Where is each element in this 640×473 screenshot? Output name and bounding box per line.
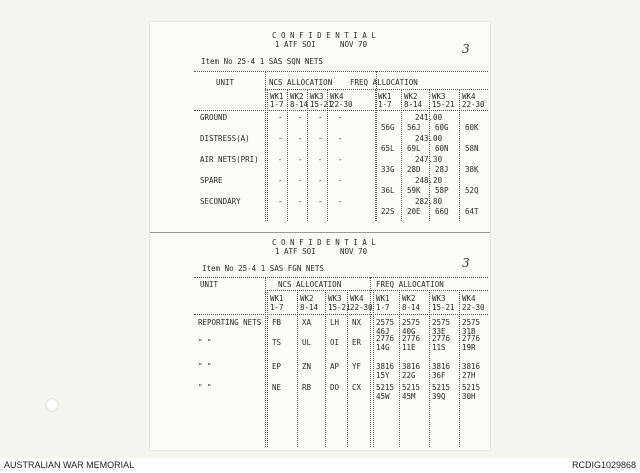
bottom-freq-week-4: WK4 xyxy=(462,294,476,303)
bottom-row-unit: " " xyxy=(198,362,212,371)
footer-bar xyxy=(0,458,640,473)
top-row-freq: 60G xyxy=(435,123,449,132)
bottom-page-mark: 3 xyxy=(462,256,470,270)
top-col-freq: FREQ ALLOCATION xyxy=(350,78,418,87)
bottom-row-freq: 2776 14G xyxy=(376,334,395,352)
top-row-ncs: - xyxy=(318,176,323,185)
top-row-freq: 60N xyxy=(435,144,449,153)
bottom-row-unit: " " xyxy=(198,383,212,392)
top-row-ncs: - xyxy=(318,197,323,206)
top-row-ncs: - xyxy=(338,134,343,143)
top-row-freq: 28D xyxy=(407,165,421,174)
top-ncs-week-3: WK3 xyxy=(310,92,324,101)
bottom-row-freq: 2575 33E xyxy=(432,318,451,336)
bottom-row-ncs: FB xyxy=(272,318,282,327)
bottom-ncs-days-4: 22-30 xyxy=(350,303,373,312)
bottom-subheading-right: NOV 70 xyxy=(340,247,368,256)
bottom-row-freq: 2575 46J xyxy=(376,318,395,336)
bottom-row-freq: 5215 39Q xyxy=(432,383,451,401)
bottom-row-ncs: TS xyxy=(272,338,282,347)
top-row-freq: 36L xyxy=(381,186,395,195)
top-row-unit: DISTRESS(A) xyxy=(200,134,250,143)
bottom-ncs-week-3: WK3 xyxy=(328,294,342,303)
bottom-row-ncs: YF xyxy=(352,362,362,371)
bottom-row-freq: 5215 30H xyxy=(462,383,481,401)
bottom-row-freq: 2776 11E xyxy=(402,334,421,352)
top-row-freq: 69L xyxy=(407,144,421,153)
bottom-row-freq: 2575 40G xyxy=(402,318,421,336)
top-row-ncs: - xyxy=(338,176,343,185)
bottom-row-freq: 3816 15Y xyxy=(376,362,395,380)
top-row-ncs: - xyxy=(318,155,323,164)
bottom-row-freq: 3816 36F xyxy=(432,362,451,380)
top-subheading-left: 1 ATF SOI xyxy=(275,40,316,49)
top-row-freq: 33G xyxy=(381,165,395,174)
bottom-row-ncs: OI xyxy=(330,338,340,347)
bottom-row-ncs: NX xyxy=(352,318,362,327)
top-ncs-week-2: WK2 xyxy=(290,92,304,101)
top-row-base-freq: 248.20 xyxy=(415,176,443,185)
top-section xyxy=(150,22,490,232)
top-row-ncs: - xyxy=(278,134,283,143)
top-ncs-days-2: 8-14 xyxy=(290,100,309,109)
top-row-ncs: - xyxy=(298,176,303,185)
bottom-item-title: Item No 25-4 1 SAS FGN NETS xyxy=(202,264,324,273)
bottom-section xyxy=(150,234,490,450)
page-separator xyxy=(150,232,490,233)
bottom-row-freq: 5215 45M xyxy=(402,383,421,401)
top-ncs-days-3: 15-21 xyxy=(310,100,333,109)
document-page xyxy=(150,22,490,450)
top-row-ncs: - xyxy=(338,113,343,122)
bottom-ncs-week-2: WK2 xyxy=(300,294,314,303)
top-ncs-days-4: 22-30 xyxy=(330,100,353,109)
top-row-unit: SECONDARY xyxy=(200,197,241,206)
bottom-row-freq: 5215 45W xyxy=(376,383,395,401)
top-row-ncs: - xyxy=(278,197,283,206)
top-ncs-week-4: WK4 xyxy=(330,92,344,101)
top-row-freq: 65L xyxy=(381,144,395,153)
bottom-ncs-days-1: 1-7 xyxy=(270,303,284,312)
bottom-row-ncs: AP xyxy=(330,362,340,371)
bottom-row-ncs: EP xyxy=(272,362,282,371)
top-ncs-days-1: 1-7 xyxy=(270,100,284,109)
top-row-freq: 22S xyxy=(381,207,395,216)
top-row-freq: 60K xyxy=(465,123,479,132)
top-row-freq: 52Q xyxy=(465,186,479,195)
bottom-ncs-days-3: 15-21 xyxy=(328,303,351,312)
bottom-row-freq: 2776 19R xyxy=(462,334,481,352)
bottom-freq-days-3: 15-21 xyxy=(432,303,455,312)
top-col-ncs: NCS ALLOCATION xyxy=(269,78,333,87)
footer-reference: RCDIG1029868 xyxy=(571,460,636,470)
top-row-freq: 66Q xyxy=(435,207,449,216)
top-row-freq: 20E xyxy=(407,207,421,216)
bottom-freq-days-2: 8-14 xyxy=(402,303,421,312)
top-row-freq: 58P xyxy=(435,186,449,195)
bottom-row-freq: 3816 27H xyxy=(462,362,481,380)
top-freq-days-4: 22-30 xyxy=(462,100,485,109)
top-row-ncs: - xyxy=(278,113,283,122)
top-freq-days-1: 1-7 xyxy=(378,100,392,109)
bottom-row-ncs: NE xyxy=(272,383,282,392)
top-row-base-freq: 243.00 xyxy=(415,134,443,143)
bottom-freq-week-3: WK3 xyxy=(432,294,446,303)
top-freq-week-1: WK1 xyxy=(378,92,392,101)
top-ncs-week-1: WK1 xyxy=(270,92,284,101)
top-freq-days-3: 15-21 xyxy=(432,100,455,109)
bottom-row-ncs: RB xyxy=(302,383,312,392)
top-row-ncs: - xyxy=(318,134,323,143)
top-row-ncs: - xyxy=(298,113,303,122)
top-heading: C O N F I D E N T I A L xyxy=(272,31,376,40)
bottom-col-freq: FREQ ALLOCATION xyxy=(376,280,444,289)
bottom-row-unit: " " xyxy=(198,338,212,347)
top-row-ncs: - xyxy=(338,197,343,206)
footer-source: AUSTRALIAN WAR MEMORIAL xyxy=(4,460,135,470)
top-subheading-right: NOV 70 xyxy=(340,40,368,49)
top-row-unit: SPARE xyxy=(200,176,223,185)
bottom-col-ncs: NCS ALLOCATION xyxy=(278,280,342,289)
top-row-ncs: - xyxy=(298,155,303,164)
bottom-row-ncs: ZN xyxy=(302,362,312,371)
top-row-base-freq: 247.30 xyxy=(415,155,443,164)
bottom-freq-days-4: 22-30 xyxy=(462,303,485,312)
top-row-freq: 38K xyxy=(465,165,479,174)
bottom-ncs-week-1: WK1 xyxy=(270,294,284,303)
top-freq-week-2: WK2 xyxy=(404,92,418,101)
top-page-mark: 3 xyxy=(462,42,470,56)
bottom-row-ncs: ER xyxy=(352,338,362,347)
top-row-freq: 56G xyxy=(381,123,395,132)
top-row-unit: GROUND xyxy=(200,113,228,122)
top-row-base-freq: 282.80 xyxy=(415,197,443,206)
bottom-ncs-days-2: 8-14 xyxy=(300,303,319,312)
bottom-col-unit: UNIT xyxy=(200,280,219,289)
top-row-freq: 58N xyxy=(465,144,479,153)
top-row-ncs: - xyxy=(278,155,283,164)
bottom-subheading-left: 1 ATF SOI xyxy=(275,247,316,256)
top-freq-days-2: 8-14 xyxy=(404,100,423,109)
bottom-row-ncs: LH xyxy=(330,318,340,327)
top-row-ncs: - xyxy=(338,155,343,164)
top-freq-week-4: WK4 xyxy=(462,92,476,101)
top-row-ncs: - xyxy=(298,134,303,143)
top-row-freq: 59K xyxy=(407,186,421,195)
bottom-row-unit: REPORTING NETS xyxy=(198,318,262,327)
bottom-row-ncs: XA xyxy=(302,318,312,327)
bottom-row-ncs: UL xyxy=(302,338,312,347)
top-row-ncs: - xyxy=(298,197,303,206)
bottom-row-freq: 3816 22G xyxy=(402,362,421,380)
bottom-freq-days-1: 1-7 xyxy=(376,303,390,312)
bottom-freq-week-2: WK2 xyxy=(402,294,416,303)
bottom-freq-week-1: WK1 xyxy=(376,294,390,303)
top-row-ncs: - xyxy=(278,176,283,185)
top-row-freq: 56J xyxy=(407,123,421,132)
bottom-heading: C O N F I D E N T I A L xyxy=(272,238,376,247)
top-row-base-freq: 241.00 xyxy=(415,113,443,122)
top-row-freq: 64T xyxy=(465,207,479,216)
punch-hole xyxy=(45,398,59,412)
top-row-freq: 28J xyxy=(435,165,449,174)
bottom-row-freq: 2575 31B xyxy=(462,318,481,336)
bottom-row-ncs: CX xyxy=(352,383,362,392)
bottom-ncs-week-4: WK4 xyxy=(350,294,364,303)
top-freq-week-3: WK3 xyxy=(432,92,446,101)
top-col-unit: UNIT xyxy=(216,78,235,87)
top-row-ncs: - xyxy=(318,113,323,122)
bottom-row-freq: 2776 11S xyxy=(432,334,451,352)
top-row-unit: AIR NETS(PRI) xyxy=(200,155,259,164)
bottom-row-ncs: DO xyxy=(330,383,340,392)
top-item-title: Item No 25-4 1 SAS SQN NETS xyxy=(201,57,323,66)
